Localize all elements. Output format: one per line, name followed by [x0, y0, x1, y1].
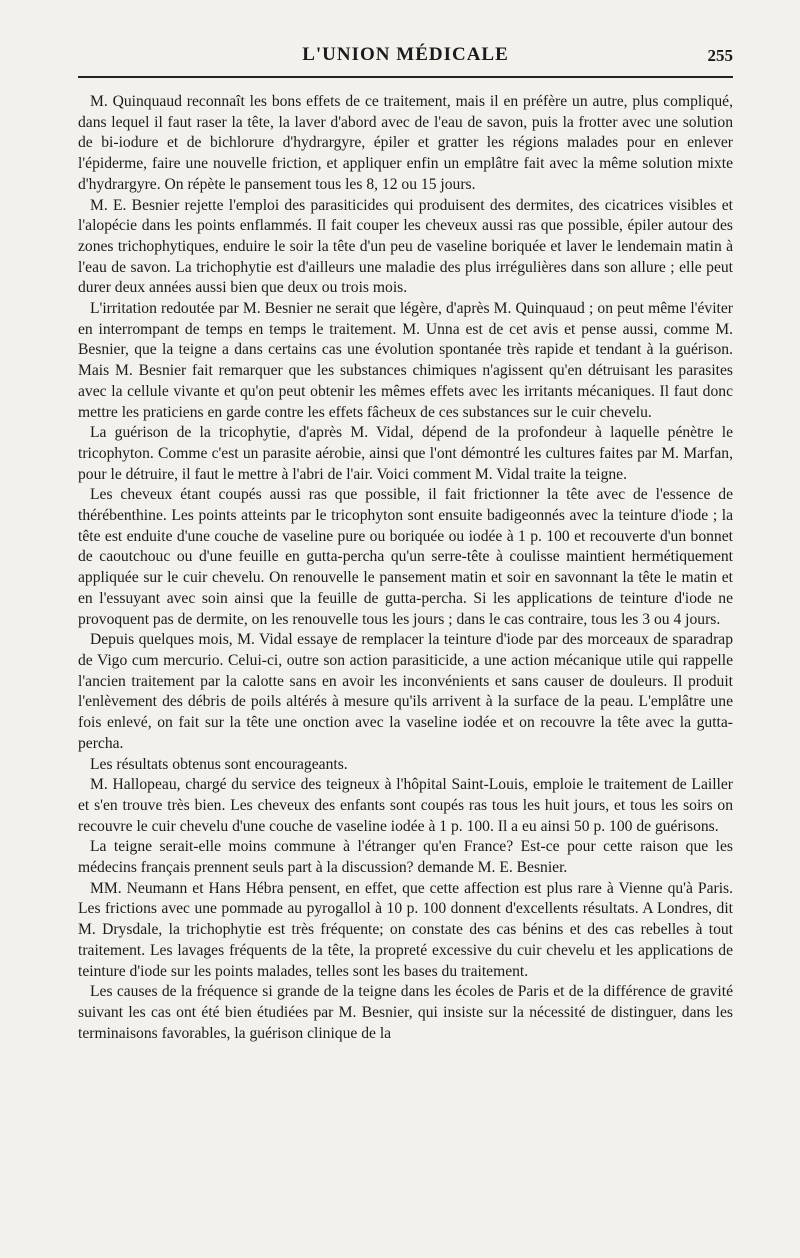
- page-number: 255: [707, 46, 733, 65]
- paragraph: M. Quinquaud reconnaît les bons effets de ce traitement, mais il en préfère un autre, plus compliqué, dans lequel il faut raser la tête, la laver d'abord avec de l'eau de savon, puis la frotter avec une solution de bi-iodure et de bichlorure d'hydrargyre, épiler et gratter les régions malades pour en enlever l'épiderme, faire une nouvelle friction, et appliquer enfin un emplâtre fait avec la même solution mixte d'hydrargyre. On répète le pansement tous les 8, 12 ou 15 jours.: [78, 93, 733, 193]
- journal-title: L'UNION MÉDICALE: [302, 44, 509, 65]
- paragraph: La guérison de la tricophytie, d'après M. Vidal, dépend de la profondeur à laquelle pénètre le tricophyton. Comme c'est un parasite aérobie, ainsi que l'ont démontré les cultures faites par M. Marfan, pour le détruire, il faut le mettre à l'abri de l'air. Voici comment M. Vidal traite la teigne.: [78, 424, 733, 483]
- paragraph: Les résultats obtenus sont encourageants.: [90, 755, 348, 773]
- paragraph: Les cheveux étant coupés aussi ras que possible, il fait frictionner la tête avec de l'essence de thérébenthine. Les points atteints par le tricophyton sont ensuite badigeonnés avec la teinture d'iode ; la tête est enduite d'une couche de vaseline pure ou boriquée ou iodée à 1 p. 100 et recouverte d'un bonnet de caoutchouc ou d'une feuille en gutta-percha qu'un serre-tête à coulisse maintient hermétiquement appliquée sur le cuir chevelu. On renouvelle le pansement matin et soir en savonnant la tête le matin et en l'essuyant avec soin ainsi que la feuille de gutta-percha. Si les applications de teinture d'iode ne provoquent pas de dermite, on les renouvelle tous les jours ; dans le cas contraire, tous les 3 ou 4 jours.: [78, 486, 733, 628]
- paragraph: MM. Neumann et Hans Hébra pensent, en effet, que cette affection est plus rare à Vienne qu'à Paris. Les frictions avec une pommade au pyrogallol à 10 p. 100 donnent d'excellents résultats. A Londres, dit M. Drysdale, la trichophytie est très fréquente; on constate des cas bénins et des cas rebelles à tout traitement. Les lavages fréquents de la tête, la propreté excessive du cuir chevelu et les applications de teinture d'iode sur les points malades, telles sont les bases du traitement.: [78, 879, 733, 980]
- paragraph: Depuis quelques mois, M. Vidal essaye de remplacer la teinture d'iode par des morceaux de sparadrap de Vigo cum mercurio. Celui-ci, outre son action parasiticide, a une action mécanique utile qui rappelle l'ancien traitement par la calotte sans en avoir les inconvénients et sans causer de douleurs. Il produit l'enlèvement des débris de poils altérés à mesure qu'ils arrivent à la surface de la peau. L'emplâtre une fois enlevé, on fait sur la tête une onction avec la vaseline iodée et on recouvre la tête avec la gutta-percha.: [78, 631, 733, 752]
- article-body: [78, 92, 733, 1044]
- paragraph: La teigne serait-elle moins commune à l'étranger qu'en France? Est-ce pour cette raison que les médecins français prennent seuls part à la discussion? demande M. E. Besnier.: [78, 838, 733, 877]
- paragraph: M. Hallopeau, chargé du service des teigneux à l'hôpital Saint-Louis, emploie le traitement de Lailler et s'en trouve très bien. Les cheveux des enfants sont coupés ras tous les huit jours, et tous les soirs on recouvre le cuir chevelu d'une couche de vaseline iodée à 1 p. 100. Il a eu ainsi 50 p. 100 de guérisons.: [78, 776, 733, 835]
- paragraph: Les causes de la fréquence si grande de la teigne dans les écoles de Paris et de la différence de gravité suivant les cas ont été bien étudiées par M. Besnier, qui insiste sur la nécessité de distinguer, dans les terminaisons favorables, la guérison clinique de la: [78, 983, 733, 1042]
- paragraph: L'irritation redoutée par M. Besnier ne serait que légère, d'après M. Quinquaud ; on peut même l'éviter en interrompant de temps en temps le traitement. M. Unna est de cet avis et pense aussi, comme M. Besnier, que la teigne a dans certains cas une évolution spontanée très rapide et tendant à la guérison. Mais M. Besnier fait remarquer que les substances chimiques n'agissent qu'en détruisant les parasites avec la cellule vivante et qu'on peut obtenir les mêmes effets avec les irritants mécaniques. Il faut donc mettre les praticiens en garde contre les effets fâcheux de ces substances sur le cuir chevelu.: [78, 300, 733, 421]
- header-rule: [78, 76, 733, 78]
- paragraph: M. E. Besnier rejette l'emploi des parasiticides qui produisent des dermites, des cicatrices visibles et l'alopécie dans les points enflammés. Il fait couper les cheveux aussi ras que possible, épiler autour des zones trichophytiques, enduire le soir la tête d'un peu de vaseline boriquée et laver le lendemain matin à l'eau de savon. La trichophytie est d'ailleurs une maladie des plus irrégulières dans son allure ; elle peut durer deux années aussi bien que deux ou trois mois.: [78, 196, 733, 297]
- running-header: [78, 44, 733, 72]
